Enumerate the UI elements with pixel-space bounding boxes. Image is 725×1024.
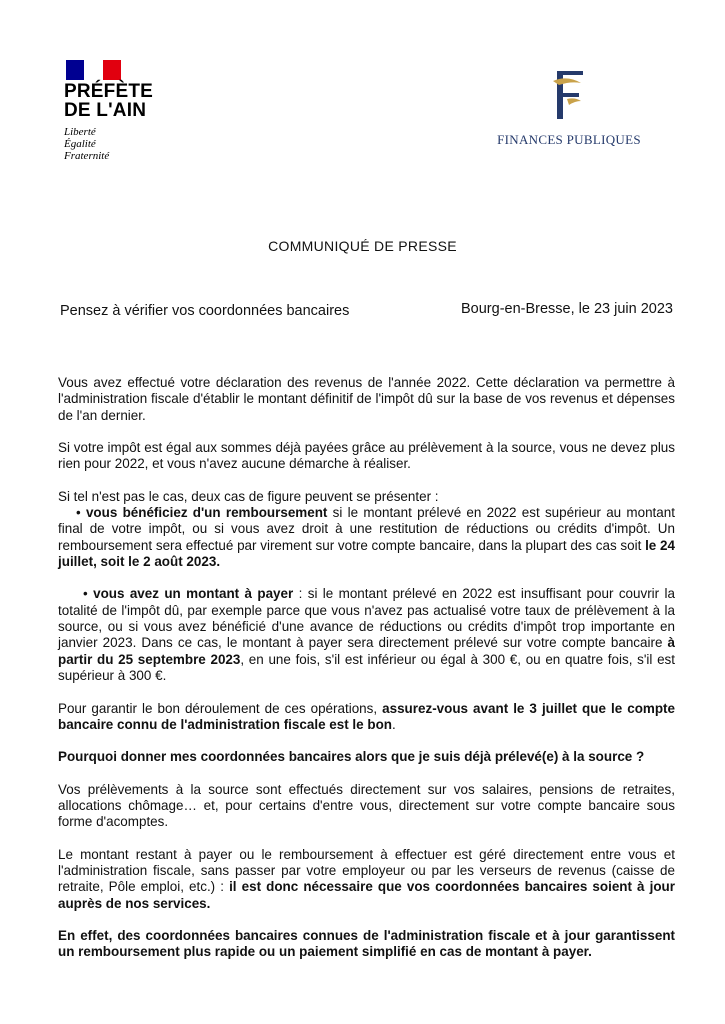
paragraph-check-bank <box>58 701 675 734</box>
direct-relation-text: Le montant restant à payer ou le remboursement à effectuer est géré directement entre vous et l'administration fiscale, sans passer par votre employeur ou par les verseurs de revenus (caisse de retraite, Pôle emploi, etc.) : <box>58 846 675 895</box>
marianne-flag-icon <box>66 60 121 80</box>
cases-intro: Si tel n'est pas le cas, deux cas de figure peuvent se présenter : <box>58 488 439 504</box>
finances-f-emblem-icon <box>547 67 591 123</box>
press-release-body <box>58 375 675 977</box>
payment-date: à partir du 25 septembre 2023 <box>58 635 675 667</box>
paragraph-payment-case <box>58 586 675 684</box>
paragraph-refund-case <box>58 489 675 571</box>
check-bank-text: Pour garantir le bon déroulement de ces opérations, <box>58 700 383 716</box>
motto-egalite: Égalité <box>64 138 96 150</box>
direct-relation-bold: il est donc nécessaire que vos coordonnées bancaires soient à jour auprès de nos services. <box>58 879 675 911</box>
place-and-date: Bourg-en-Bresse, le 23 juin 2023 <box>461 301 673 317</box>
republic-motto <box>64 126 184 162</box>
faq-question <box>58 749 675 765</box>
check-bank-deadline: assurez-vous avant le 3 juillet que le compte bancaire connu de l'administration fiscale est le bon <box>58 700 676 732</box>
paragraph-withholding: Vos prélèvements à la source sont effectués directement sur vos salaires, pensions de retraites, allocations chômage… et, pour certains d'entre vous, directement sur votre compte bancaire sous forme d'acomptes. <box>58 781 675 830</box>
press-release-subject: Pensez à vérifier vos coordonnées bancaires <box>60 303 350 319</box>
bullet: • <box>76 505 86 521</box>
faq-question-text: Pourquoi donner mes coordonnées bancaires alors que je suis déjà prélevé(e) à la source ? <box>58 749 645 765</box>
motto-liberte: Liberté <box>64 126 96 138</box>
bullet: • <box>83 586 94 602</box>
finances-publiques-logo <box>489 67 649 148</box>
prefecture-name-line2: DE L'AIN <box>64 100 147 121</box>
check-bank-end: . <box>392 716 396 732</box>
payment-heading: vous avez un montant à payer <box>93 586 294 602</box>
conclusion-text: En effet, des coordonnées bancaires connues de l'administration fiscale et à jour garantissent un remboursement plus rapide ou un paiement simplifié en cas de montant à payer. <box>58 927 675 960</box>
paragraph-conclusion <box>58 928 675 961</box>
prefecture-logo <box>64 60 184 162</box>
payment-text-end: , en une fois, s'il est inférieur ou égal à 300 €, ou en quatre fois, s'il est supérieur à 300 €. <box>58 651 676 684</box>
document-type: COMMUNIQUÉ DE PRESSE <box>268 238 457 254</box>
refund-dates: le 24 juillet, soit le 2 août 2023. <box>58 537 675 570</box>
paragraph-intro: Vous avez effectué votre déclaration des revenus de l'année 2022. Cette déclaration va permettre à l'administration fiscale d'établir le montant définitif de l'impôt dû sur la base de vos revenus et dépenses de l'an dernier. <box>58 375 675 423</box>
paragraph-direct-relation <box>58 847 675 912</box>
prefecture-name-line1: PRÉFÈTE <box>64 81 154 102</box>
payment-text: : si le montant prélevé en 2022 est insuffisant pour couvrir la totalité de l'impôt dû, par exemple parce que vous n'avez pas actualisé votre taux de prélèvement à la source, ou si vous avez bénéficié d'une avance de réductions ou crédits d'impôt trop importante en janvier 2023. Dans ce cas, le montant à payer sera directement prélevé sur votre compte bancaire <box>58 586 675 651</box>
finances-logo-text: FINANCES PUBLIQUES <box>497 132 641 147</box>
motto-fraternite: Fraternité <box>64 150 110 162</box>
refund-text: si le montant prélevé en 2022 est supérieur au montant final de votre impôt, ou si vous avez droit à une restitution de réductions ou crédits d'impôt. Un remboursement sera effectué par virement sur votre compte bancaire, dans la plupart des cas soit <box>58 505 675 553</box>
refund-heading: vous bénéficiez d'un remboursement <box>85 505 328 521</box>
paragraph-no-action: Si votre impôt est égal aux sommes déjà payées grâce au prélèvement à la source, vous ne devez plus rien pour 2022, et vous n'avez aucune démarche à réaliser. <box>58 440 675 472</box>
